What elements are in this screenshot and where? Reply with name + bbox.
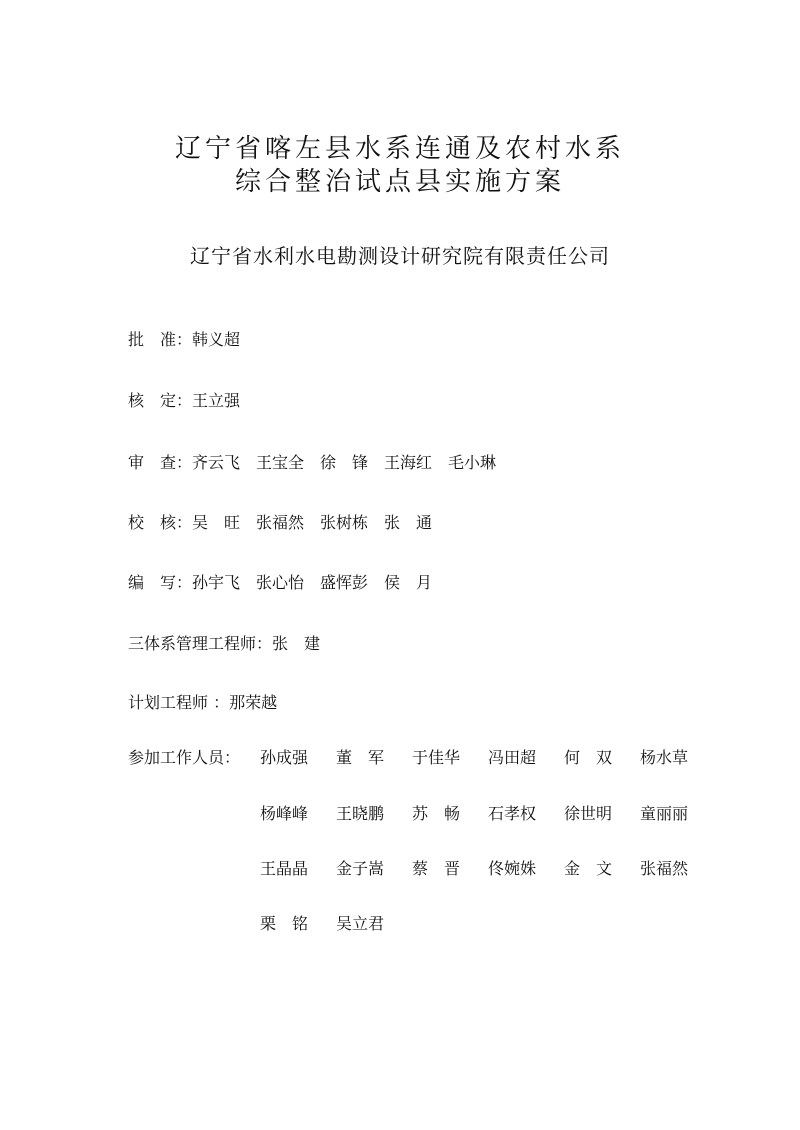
three-system-engineer-value: 张 建 — [272, 634, 321, 653]
participant-name: 王晓鹏 — [336, 804, 385, 823]
planning-engineer-value: 那荣越 — [229, 693, 278, 712]
participant-name: 张福然 — [640, 859, 689, 878]
participant-name: 金子嵩 — [336, 859, 385, 878]
participant-name: 杨水草 — [640, 748, 689, 767]
participant-name: 吴立君 — [336, 914, 385, 933]
participant-name: 孙成强 — [260, 748, 309, 767]
three-system-engineer-label: 三体系管理工程师： — [128, 634, 273, 653]
participant-name: 董 军 — [336, 748, 385, 767]
participant-name: 佟婉姝 — [488, 859, 537, 878]
participants-row-2 — [260, 803, 716, 825]
compilation-row — [128, 572, 432, 594]
approval-row — [128, 329, 240, 351]
participant-name: 童丽丽 — [640, 804, 689, 823]
planning-engineer-row — [128, 692, 277, 714]
participant-name: 金 文 — [564, 859, 613, 878]
three-system-engineer-row — [128, 633, 320, 655]
organization-name: 辽宁省水利水电勘测设计研究院有限责任公司 — [190, 244, 610, 268]
proofreading-row — [128, 512, 432, 534]
participant-name: 王晶晶 — [260, 859, 309, 878]
proofreading-label: 校 核： — [128, 513, 193, 532]
participant-name: 蔡 晋 — [412, 859, 461, 878]
verification-value: 王立强 — [192, 391, 241, 410]
participants-row-4 — [260, 913, 412, 935]
participant-name: 苏 畅 — [412, 804, 461, 823]
participant-name: 于佳华 — [412, 748, 461, 767]
participant-name: 冯田超 — [488, 748, 537, 767]
approval-value: 韩义超 — [192, 330, 241, 349]
participant-name: 石孝权 — [488, 804, 537, 823]
participant-name: 栗 铭 — [260, 914, 309, 933]
participant-name: 徐世明 — [564, 804, 613, 823]
proofreading-value: 吴 旺 张福然 张树栋 张 通 — [192, 513, 433, 532]
participants-label-row — [128, 747, 240, 769]
planning-engineer-label: 计划工程师 ： — [128, 693, 230, 712]
participant-name: 何 双 — [564, 748, 613, 767]
document-title-line-2: 综合整治试点县实施方案 — [234, 167, 565, 197]
participants-row-3 — [260, 858, 716, 880]
verification-label: 核 定： — [128, 391, 193, 410]
participants-row-1 — [260, 747, 716, 769]
approval-label: 批 准： — [128, 330, 193, 349]
review-value: 齐云飞 王宝全 徐 锋 王海红 毛小琳 — [192, 453, 497, 472]
compilation-label: 编 写： — [128, 573, 193, 592]
verification-row — [128, 390, 240, 412]
review-row — [128, 452, 496, 474]
document-title-line-1: 辽宁省喀左县水系连通及农村水系 — [174, 134, 625, 164]
participant-name: 杨峰峰 — [260, 804, 309, 823]
participants-label: 参加工作人员： — [128, 748, 241, 767]
compilation-value: 孙宇飞 张心怡 盛恽彭 侯 月 — [192, 573, 433, 592]
review-label: 审 查： — [128, 453, 193, 472]
